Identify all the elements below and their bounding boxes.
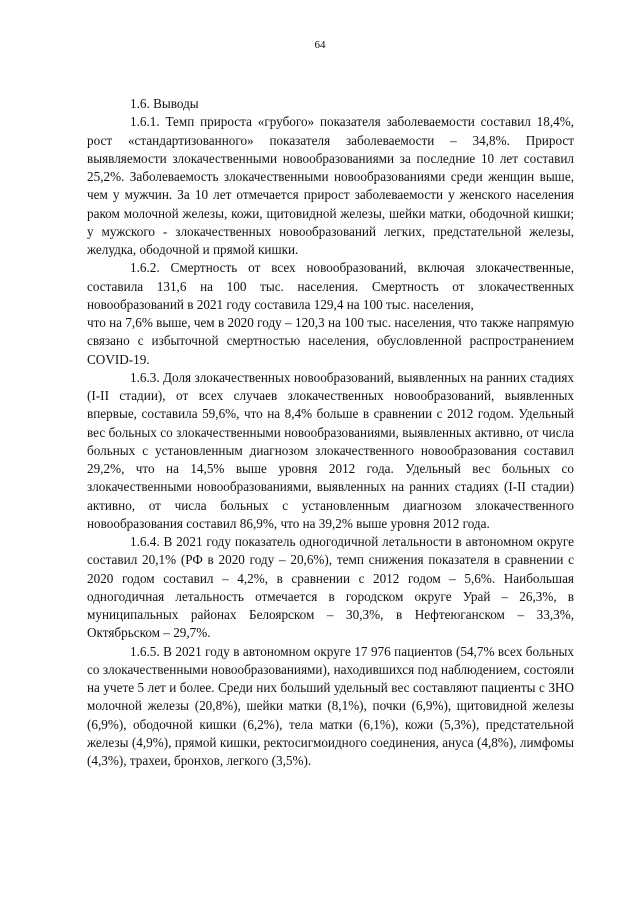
- paragraph-1-6-2-continuation: что на 7,6% выше, чем в 2020 году – 120,3 на 100 тыс. населения, что также напрямую связано с избыточной смертностью населения, обусловленной распространением COVID-19.: [87, 315, 574, 367]
- page-number: 64: [314, 39, 326, 51]
- paragraph-1-6-5: 1.6.5. В 2021 году в автономном округе 17 976 пациентов (54,7% всех больных со злокачественными новообразованиями), находившихся под наблюдением, состояли на учете 5 лет и более. Среди них больший удельный вес составляют пациенты с ЗНО молочной железы (20,8%), шейки матки (8,1%), почки (6,9%), щитовидной железы (6,9%), ободочной кишки (6,2%), тела матки (6,1%), кожи (5,3%), предстательной железы (4,9%), прямой кишки, ректосигмоидного соединения, ануса (4,8%), лимфомы (4,3%), трахеи, бронхов, легкого (3,5%).: [87, 643, 574, 768]
- page-content: [87, 95, 574, 770]
- paragraph-1-6-2: 1.6.2. Смертность от всех новообразований, включая злокачественные, составила 131,6 на 100 тыс. населения. Смертность от злокачественных новообразований в 2021 году составила 129,4 на 100 тыс. населения,: [87, 260, 574, 312]
- section-title: 1.6. Выводы: [130, 96, 199, 111]
- paragraph-1-6-1: 1.6.1. Темп прироста «грубого» показателя заболеваемости составил 18,4%, рост «стандартизованного» показателя заболеваемости – 34,8%. Прирост выявляемости злокачественными новообразованиями за последние 10 лет составил 25,2%. Заболеваемость злокачественными новообразованиями среди женщин выше, чем у мужчин. За 10 лет отмечается прирост заболеваемости у женского населения раком молочной железы, кожи, щитовидной железы, шейки матки, ободочной кишки; у мужского - злокачественных новообразований легких, предстательной железы, желудка, ободочной и прямой кишки.: [87, 114, 574, 257]
- paragraph-1-6-3: 1.6.3. Доля злокачественных новообразований, выявленных на ранних стадиях (I-II стадии), от всех случаев злокачественных новообразований, выявленных впервые, составила 59,6%, что на 8,4% больше в сравнении с 2012 годом. Удельный вес больных со злокачественными новообразованиями, выявленных активно, от числа больных с установленным диагнозом злокачественного новообразования составил 29,2%, что на 14,5% выше уровня 2012 года. Удельный вес больных со злокачественными новообразованиями, выявленных на ранних стадиях (I-II стадии) активно, от числа больных с установленным диагнозом злокачественного новообразования составил 86,9%, что на 39,2% выше уровня 2012 года.: [87, 369, 574, 531]
- paragraph-1-6-4: 1.6.4. В 2021 году показатель одногодичной летальности в автономном округе составил 20,1% (РФ в 2020 году – 20,6%), темп снижения показателя в сравнении с 2020 годом составил – 4,2%, в сравнении с 2012 годом – 5,6%. Наибольшая одногодичная летальность отмечается в городском округе Урай – 26,3%, в муниципальных районах Белоярском – 30,3%, в Нефтеюганском – 33,3%, Октябрьском – 29,7%.: [87, 534, 574, 641]
